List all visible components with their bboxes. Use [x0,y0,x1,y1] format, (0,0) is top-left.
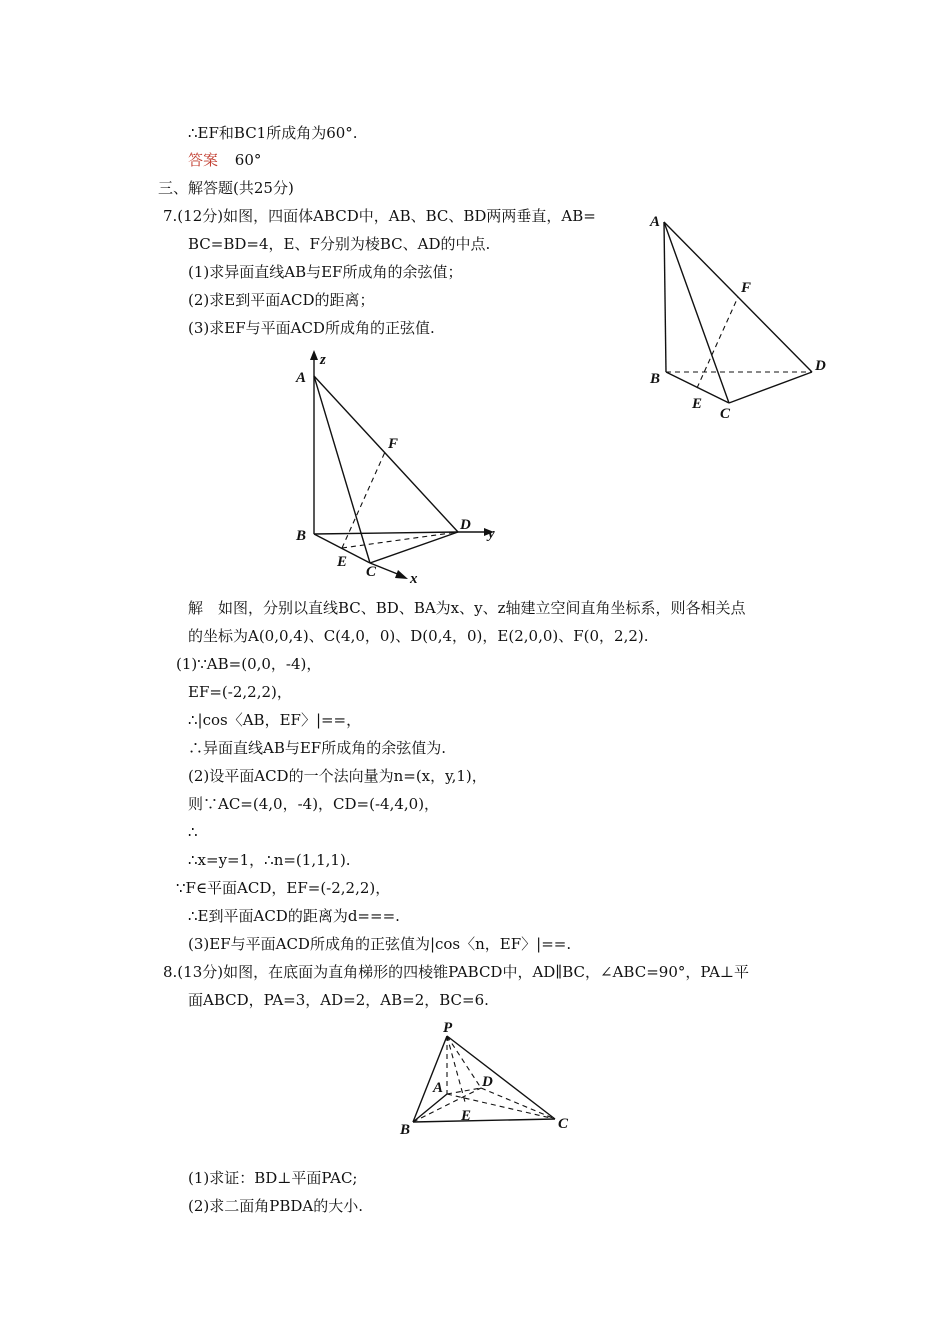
answer-label: 答案 [188,151,219,169]
answer-value: 60° [234,151,262,169]
label-D: D [482,1074,493,1090]
q8-line-1: 8.(13分)如图，在底面为直角梯形的四棱锥PABCD中，AD∥BC，∠ABC=90°，PA⊥平 [163,963,750,981]
edge-PD [447,1036,481,1088]
label-A: A [650,214,661,230]
solution-line-6: ∴异面直线AB与EF所成角的余弦值为. [188,739,446,757]
label-E: E [337,554,348,570]
solution-line-8: 则∵AC=(4,0，-4)，CD=(-4,4,0)， [188,795,440,813]
solution-line-10: ∴x=y=1，∴n=(1,1,1). [188,851,351,869]
label-C: C [366,564,377,580]
edge-BD [314,532,458,534]
label-F: F [741,280,752,296]
q8-line-4: (2)求二面角PBDA的大小. [188,1197,363,1215]
edge-AD [664,222,812,372]
solution-line-7: (2)设平面ACD的一个法向量为n=(x，y,1)， [188,767,487,785]
segment-EF [697,297,738,388]
solution-line-1: 解 如图，分别以直线BC、BD、BA为x、y、z轴建立空间直角坐标系，则各相关点 [188,599,746,617]
solution-line-5: ∴|cos〈AB，EF〉|==， [188,711,362,729]
figure-coordinate-tetrahedron [290,348,520,588]
axis-z-arrow [310,350,318,360]
solution-line-13: (3)EF与平面ACD所成角的正弦值为|cos〈n，EF〉|==. [188,935,572,953]
answer-line [188,150,261,170]
label-B: B [296,528,307,544]
label-y: y [488,526,495,542]
q8-line-3: (1)求证：BD⊥平面PAC; [188,1169,358,1187]
figure-pyramid [395,1018,595,1138]
q7-line-1: 7.(12分)如图，四面体ABCD中，AB、BC、BD两两垂直，AB= [163,207,596,225]
edge-DC [481,1088,555,1119]
edge-PB [413,1036,447,1122]
edge-CD [370,532,458,563]
label-D: D [815,358,826,374]
edge-AD [447,1088,481,1094]
label-C: C [558,1116,569,1132]
solution-line-9: ∴ [188,823,198,841]
q7-line-2: BC=BD=4，E、F分别为棱BC、AD的中点. [188,235,491,253]
edge-CD [729,372,812,403]
label-C: C [720,406,731,422]
label-A: A [433,1080,444,1096]
solution-line-2: 的坐标为A(0,0,4)、C(4,0，0)、D(0,4，0)，E(2,0,0)、F(0，2,2). [188,627,649,645]
solution-line-3: (1)∵AB=(0,0，-4)， [176,655,322,673]
text-line-1: ∴EF和BC1所成角为60°. [188,124,358,142]
q7-line-4: (2)求E到平面ACD的距离； [188,291,375,309]
solution-line-4: EF=(-2,2,2)， [188,683,292,701]
axis-x-arrow [395,570,408,579]
edge-AB [664,222,666,372]
label-D: D [460,517,471,533]
edge-AD [314,376,458,532]
edge-BC [413,1119,555,1122]
label-z: z [320,352,326,368]
edge-AC [314,376,370,563]
segment-ED [342,532,458,548]
label-B: B [400,1122,411,1138]
label-F: F [388,436,399,452]
section-heading: 三、解答题(共25分) [158,179,294,197]
label-E: E [461,1108,472,1124]
solution-line-12: ∴E到平面ACD的距离为d===. [188,907,400,925]
label-E: E [692,396,703,412]
label-A: A [296,370,307,386]
q8-line-2: 面ABCD，PA=3，AD=2，AB=2，BC=6. [188,991,489,1009]
figure-tetrahedron [640,200,840,420]
solution-line-11: ∵F∈平面ACD，EF=(-2,2,2)， [176,879,391,897]
label-B: B [650,371,661,387]
q7-line-5: (3)求EF与平面ACD所成角的正弦值. [188,319,435,337]
q7-line-3: (1)求异面直线AB与EF所成角的余弦值； [188,263,463,281]
label-x: x [410,571,418,587]
label-P: P [443,1020,453,1036]
